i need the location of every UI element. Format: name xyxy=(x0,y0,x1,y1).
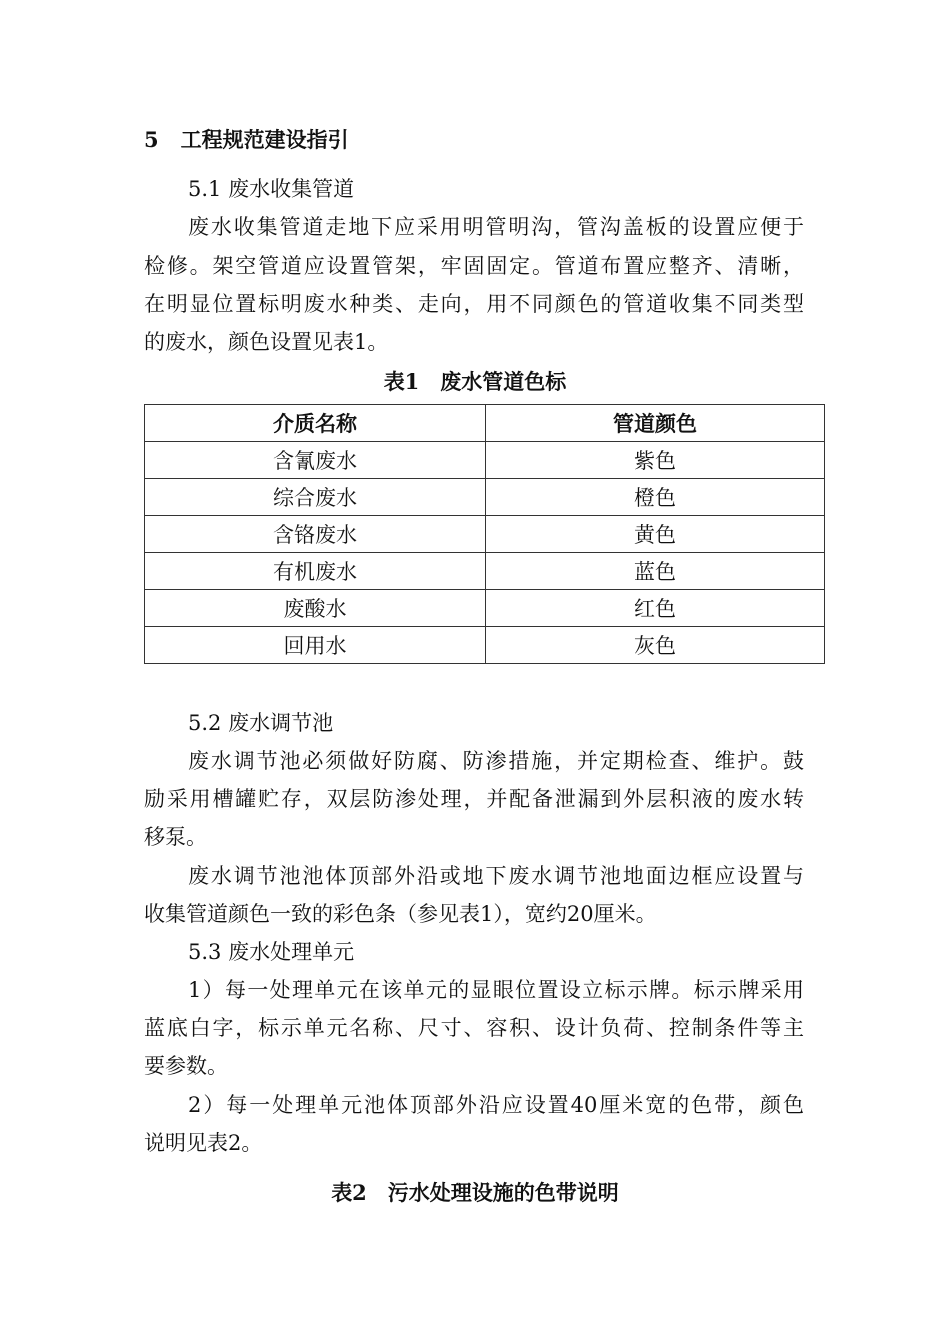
table-cell: 含铬废水 xyxy=(145,516,486,553)
column-header-medium: 介质名称 xyxy=(145,405,486,442)
section-heading xyxy=(144,121,349,159)
table-cell: 含氰废水 xyxy=(145,442,486,479)
table-cell: 紫色 xyxy=(486,442,825,479)
table-cell: 橙色 xyxy=(486,479,825,516)
table-row xyxy=(145,627,825,664)
section-number: 5 xyxy=(144,127,159,152)
table1 xyxy=(144,404,825,664)
section-title: 工程规范建设指引 xyxy=(180,127,349,152)
table-cell: 回用水 xyxy=(145,627,486,664)
table-cell: 黄色 xyxy=(486,516,825,553)
paragraph-line: 2）每一处理单元池体顶部外沿应设置40厘米宽的色带，颜色 xyxy=(188,1093,804,1117)
subsection-heading-5-1: 5.1 废水收集管道 xyxy=(188,177,355,201)
table-cell: 灰色 xyxy=(486,627,825,664)
paragraph-line: 移泵。 xyxy=(144,825,207,849)
subsection-heading-5-3: 5.3 废水处理单元 xyxy=(188,940,355,964)
column-header-pipe-color: 管道颜色 xyxy=(486,405,825,442)
paragraph-line: 1）每一处理单元在该单元的显眼位置设立标示牌。标示牌采用 xyxy=(188,978,804,1002)
table-cell: 废酸水 xyxy=(145,590,486,627)
table1-caption: 表1 废水管道色标 xyxy=(383,369,567,394)
paragraph-line: 废水收集管道走地下应采用明管明沟，管沟盖板的设置应便于 xyxy=(188,215,804,239)
paragraph-line: 蓝底白字，标示单元名称、尺寸、容积、设计负荷、控制条件等主 xyxy=(144,1016,804,1040)
paragraph-line: 废水调节池必须做好防腐、防渗措施，并定期检查、维护。鼓 xyxy=(188,749,804,773)
paragraph-line: 收集管道颜色一致的彩色条（参见表1），宽约20厘米。 xyxy=(144,902,657,926)
paragraph-line: 检修。架空管道应设置管架，牢固固定。管道布置应整齐、清晰， xyxy=(144,254,804,278)
table-cell: 红色 xyxy=(486,590,825,627)
paragraph-line: 要参数。 xyxy=(144,1054,228,1078)
table-header-row xyxy=(145,405,825,442)
table-row xyxy=(145,479,825,516)
table-row xyxy=(145,590,825,627)
paragraph-line: 说明见表2。 xyxy=(144,1131,263,1155)
paragraph-line: 的废水，颜色设置见表1。 xyxy=(144,330,389,354)
paragraph-line: 励采用槽罐贮存，双层防渗处理，并配备泄漏到外层积液的废水转 xyxy=(144,787,804,811)
table-row xyxy=(145,442,825,479)
table2-caption: 表2 污水处理设施的色带说明 xyxy=(331,1180,619,1205)
table-cell: 蓝色 xyxy=(486,553,825,590)
table-cell: 有机废水 xyxy=(145,553,486,590)
table-row xyxy=(145,516,825,553)
paragraph-line: 废水调节池池体顶部外沿或地下废水调节池地面边框应设置与 xyxy=(188,864,804,888)
table-cell: 综合废水 xyxy=(145,479,486,516)
paragraph-line: 在明显位置标明废水种类、走向，用不同颜色的管道收集不同类型 xyxy=(144,292,804,316)
table-row xyxy=(145,553,825,590)
subsection-heading-5-2: 5.2 废水调节池 xyxy=(188,711,334,735)
